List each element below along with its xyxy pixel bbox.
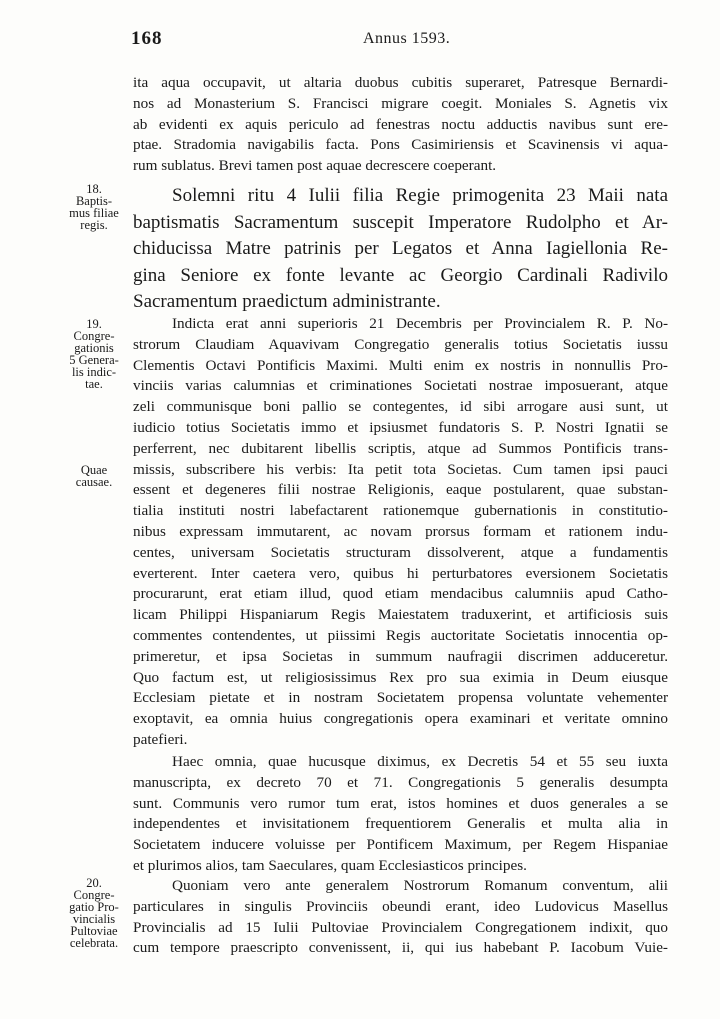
paragraph-20	[133, 876, 668, 959]
paragraph-19	[133, 314, 668, 751]
text-line: particulares in singulis Provinciis obeundi erant, ideo Ludovicus Masellus	[133, 897, 668, 915]
paragraph-19b	[133, 752, 668, 877]
text-line: manuscripta, ex decreto 70 et 71. Congregationis 5 generalis desumpta	[133, 773, 668, 791]
margin-line: mus filiae	[69, 206, 119, 220]
margin-line: Congre-	[73, 888, 115, 902]
text-line: Indicta erat anni superioris 21 Decembris per Provincialem R. P. No-	[172, 315, 668, 332]
margin-note-causae	[60, 464, 128, 488]
margin-line: celebrata.	[69, 936, 119, 950]
margin-line: regis.	[80, 218, 108, 232]
text-line: independentes et invisitationem frequentiorem Generalis et multa alia in	[133, 815, 668, 833]
text-line: strorum Claudiam Aquavivam Congregatio generalis totius Societatis iussu	[133, 335, 668, 353]
margin-line: 19.	[86, 317, 102, 331]
text-line: gina Seniore ex fonte levante ac Georgio Cardinali Radivilo	[133, 264, 668, 286]
margin-line: 20.	[86, 876, 102, 890]
text-line: baptismatis Sacramentum suscepit Imperatore Rudolpho et Ar-	[133, 211, 668, 233]
margin-line: Pultoviae	[70, 924, 118, 938]
text-line: Societatem inducere voluisse per Pontificem Maximum, per Regem Hispaniae	[133, 836, 668, 854]
text-line: patefieri.	[133, 730, 188, 748]
text-line: essent et degeneres filii nostrae Religionis, eaque postularent, quae substan-	[133, 481, 668, 499]
text-line: perferrent, nec dubitarent libellis scriptis, atque ad Summos Pontificis trans-	[133, 439, 668, 457]
text-line: missis, subscribere his verbis: Ita petit tota Societas. Cum tamen ipsi pauci	[133, 460, 668, 478]
page-header	[0, 28, 720, 54]
text-line: chiducissa Matre patrinis per Legatos et Anna Iagiellonia Re-	[133, 238, 668, 260]
text-line: Ecclesiam pietate et in nostram Societatem propensa voluntate vehementer	[133, 689, 668, 707]
text-line: vinciis varias calumnias et criminationes Societati nostrae imposuerant, atque	[133, 377, 668, 395]
margin-line: 5 Genera-	[69, 353, 119, 367]
text-line: Quoniam vero ante generalem Nostrorum Romanum conventum, alii	[172, 877, 668, 894]
margin-line: gationis	[74, 341, 114, 355]
text-line: everterent. Inter caetera vero, quibus hi perturbatores eversionem Societatis	[133, 564, 668, 582]
text-line: Solemni ritu 4 Iulii filia Regie primogenita 23 Maii nata	[172, 185, 668, 206]
margin-line: tae.	[85, 377, 103, 391]
margin-note-19	[60, 318, 128, 390]
text-line: Clementis Octavi Pontificis Maximi. Multi enim ex nostris in nonnullis Pro-	[133, 356, 668, 374]
text-line: sunt. Communis vero rumor tum erat, istos homines et duos generales a se	[133, 794, 668, 812]
margin-line: Baptis-	[75, 194, 113, 208]
text-line: nibus expressam immutarent, ac novam prorsus formam et rationem indu-	[133, 522, 668, 540]
text-line: procurarunt, erat etiam illud, quod etiam mendacibus calumniis apud Catho-	[133, 585, 668, 603]
text-line: ab evidenti ex aquis periculo ad fenestras noctu adductis navibus sunt ere-	[133, 115, 668, 133]
text-line: ita aqua occupavit, ut altaria duobus cubitis superaret, Patresque Bernardi-	[133, 74, 668, 91]
margin-line: Quae	[80, 463, 108, 477]
text-line: tialia instituti nostri labefactarent rationemque gubernationis in constitutio-	[133, 502, 668, 520]
text-line: exoptavit, ea omnia huius congregationis opera examinari et veritate omnino	[133, 710, 668, 728]
text-line: Sacramentum praedictum administrante.	[133, 291, 441, 313]
text-line: primeretur, et ipsa Societas in summum naufragii discrimen adduceretur.	[133, 647, 668, 665]
text-line: iudicio totius Societatis immo et ipsiusmet fundatoris S. P. Nostri Ignatii se	[133, 418, 668, 436]
text-line: Haec omnia, quae hucusque diximus, ex Decretis 54 et 55 seu iuxta	[172, 753, 668, 770]
text-line: nos ad Monasterium S. Francisci migrare coegit. Moniales S. Agnetis vix	[133, 94, 668, 112]
text-line: ptae. Stradomia navigabilis facta. Pons Casimiriensis et Scavinensis vi aqua-	[133, 136, 668, 154]
margin-note-18	[60, 183, 128, 231]
text-line: rum sublatus. Brevi tamen post aquae decrescere coeperant.	[133, 157, 497, 175]
paragraph-intro	[133, 73, 668, 177]
paragraph-18	[133, 183, 668, 316]
text-line: commentes contendentes, ut piissimi Regis auctoritate Societatis innocentia op-	[133, 626, 668, 644]
margin-line: causae.	[75, 475, 113, 489]
running-head: Annus 1593.	[363, 30, 451, 47]
margin-line: 18.	[86, 182, 102, 196]
margin-line: lis indic-	[71, 365, 117, 379]
margin-note-20	[60, 877, 128, 949]
text-line: Quo factum est, ut religiosissimus Rex pro sua eximia in Deum eiusque	[133, 668, 668, 686]
text-line: Provincialis ad 15 Iulii Pultoviae Provincialem Congregationem indixit, quo	[133, 918, 668, 936]
margin-line: vincialis	[72, 912, 116, 926]
text-line: centes, universam Societatis structuram dissolverent, atque a fundamentis	[133, 543, 668, 561]
text-line: licam Philippi Hispaniarum Regis Maiestatem traduxerint, et artificiosis suis	[133, 606, 668, 624]
page-number: 168	[131, 28, 163, 49]
text-line: zeli communisque boni pallio se contegentes, id sibi arrogare ausi sunt, ut	[133, 398, 668, 416]
margin-line: gatio Pro-	[69, 900, 119, 914]
margin-line: Congre-	[73, 329, 115, 343]
text-line: et plurimos alios, tam Saeculares, quam Ecclesiasticos principes.	[133, 856, 527, 874]
text-line: cum tempore praescripto convenissent, ii, qui ius habebant P. Iacobum Vuie-	[133, 939, 668, 957]
